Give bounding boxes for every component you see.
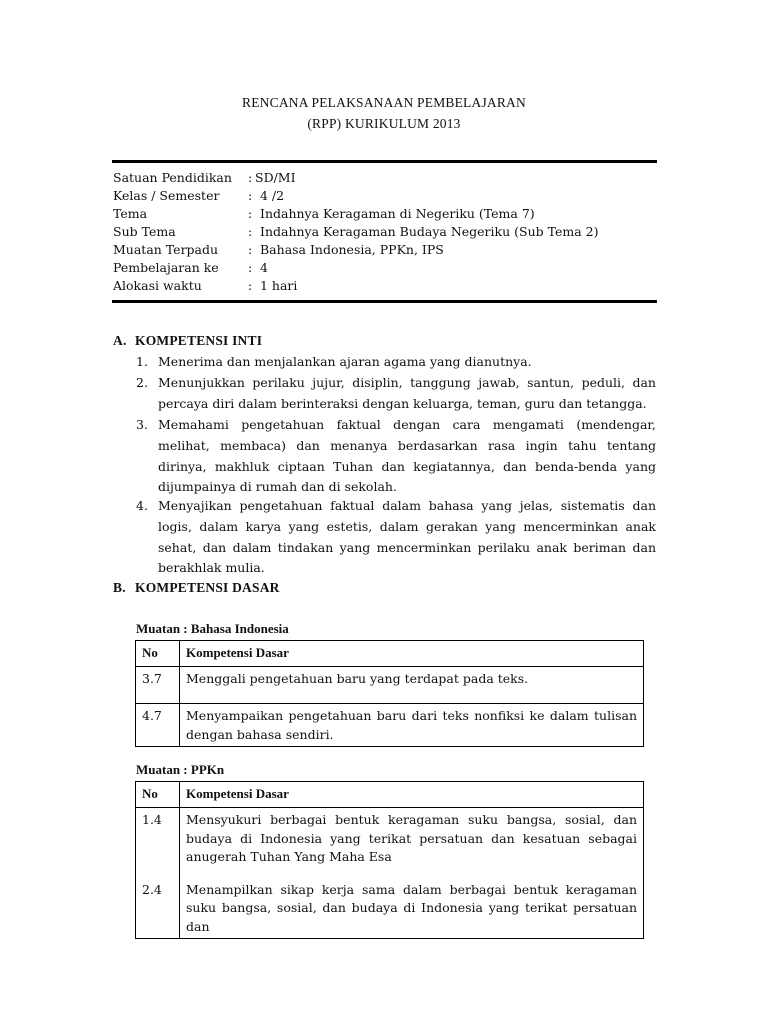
identity-value: Indahnya Keragaman Budaya Negeriku (Sub Tema 2)	[260, 224, 599, 239]
identity-colon: :	[248, 206, 253, 221]
identity-label: Sub Tema	[113, 224, 176, 239]
identity-colon: :	[248, 260, 253, 275]
table-row	[136, 667, 644, 704]
list-text: Memahami pengetahuan faktual dengan cara mengamati (mendengar, melihat, membaca) dan menanya berdasarkan rasa ingin tahu tentang dirinya, makhluk ciptaan Tuhan dan kegiatannya, dan benda-benda yang dijumpainya di rumah dan di sekolah.	[158, 417, 656, 495]
document-subtitle: (RPP) KURIKULUM 2013	[307, 116, 461, 131]
list-number: 2.	[136, 375, 148, 390]
identity-value: Bahasa Indonesia, PPKn, IPS	[260, 242, 444, 257]
list-text: Menunjukkan perilaku jujur, disiplin, tanggung jawab, santun, peduli, dan percaya diri dalam berinteraksi dengan keluarga, teman, guru dan tetangga.	[158, 375, 656, 411]
kd-table	[135, 781, 644, 939]
top-rule	[112, 160, 657, 163]
identity-colon: :	[248, 242, 253, 257]
list-text: Menyajikan pengetahuan faktual dalam bahasa yang jelas, sistematis dan logis, dalam karya yang estetis, dalam gerakan yang mencerminkan anak sehat, dan dalam tindakan yang mencerminkan perilaku anak beriman dan berakhlak mulia.	[158, 498, 656, 576]
section-a-heading	[113, 333, 262, 349]
bottom-rule	[112, 300, 657, 303]
row-text: Menyampaikan pengetahuan baru dari teks nonfiksi ke dalam tulisan dengan bahasa sendiri.	[180, 704, 644, 747]
list-number: 4.	[136, 498, 148, 513]
muatan-title: Muatan : Bahasa Indonesia	[136, 621, 289, 636]
identity-label: Kelas / Semester	[113, 188, 220, 203]
document-title: RENCANA PELAKSANAAN PEMBELAJARAN	[242, 95, 526, 110]
row-no: 4.7	[136, 704, 180, 747]
identity-label: Muatan Terpadu	[113, 242, 219, 257]
identity-value: 4 /2	[260, 188, 285, 203]
header-kd: Kompetensi Dasar	[180, 641, 644, 667]
list-number: 3.	[136, 417, 148, 432]
list-number: 1.	[136, 354, 148, 369]
header-no: No	[136, 641, 180, 667]
row-text: Mensyukuri berbagai bentuk keragaman suku bangsa, sosial, dan budaya di Indonesia yang terikat persatuan dan kesatuan sebagai anugerah Tuhan Yang Maha Esa	[180, 808, 644, 878]
identity-label: Tema	[113, 206, 148, 221]
section-b-heading	[113, 580, 280, 596]
table-row	[136, 808, 644, 878]
row-no: 2.4	[136, 878, 180, 939]
row-text: Menggali pengetahuan baru yang terdapat pada teks.	[180, 667, 644, 704]
list-text: Menerima dan menjalankan ajaran agama yang dianutnya.	[158, 354, 532, 369]
identity-value: Indahnya Keragaman di Negeriku (Tema 7)	[260, 206, 535, 221]
identity-label: Alokasi waktu	[113, 278, 202, 293]
table-header-row	[136, 641, 644, 667]
header-no: No	[136, 782, 180, 808]
identity-label: Pembelajaran ke	[113, 260, 219, 275]
section-title: KOMPETENSI DASAR	[135, 580, 280, 595]
identity-value: SD/MI	[255, 170, 296, 185]
identity-label: Satuan Pendidikan	[113, 170, 232, 185]
row-no: 3.7	[136, 667, 180, 704]
identity-colon: :	[248, 224, 253, 239]
row-text: Menampilkan sikap kerja sama dalam berbagai bentuk keragaman suku bangsa, sosial, dan budaya di Indonesia yang terikat persatuan dan	[180, 878, 644, 939]
table-row	[136, 704, 644, 747]
section-letter: B.	[113, 580, 126, 595]
row-no: 1.4	[136, 808, 180, 878]
section-title: KOMPETENSI INTI	[135, 333, 263, 348]
table-header-row	[136, 782, 644, 808]
identity-colon: :	[248, 170, 253, 185]
muatan-title: Muatan : PPKn	[136, 762, 225, 777]
identity-colon: :	[248, 188, 253, 203]
kd-table	[135, 640, 644, 747]
identity-value: 1 hari	[260, 278, 298, 293]
identity-colon: :	[248, 278, 253, 293]
identity-value: 4	[260, 260, 268, 275]
section-letter: A.	[113, 333, 127, 348]
table-row	[136, 878, 644, 939]
header-kd: Kompetensi Dasar	[180, 782, 644, 808]
